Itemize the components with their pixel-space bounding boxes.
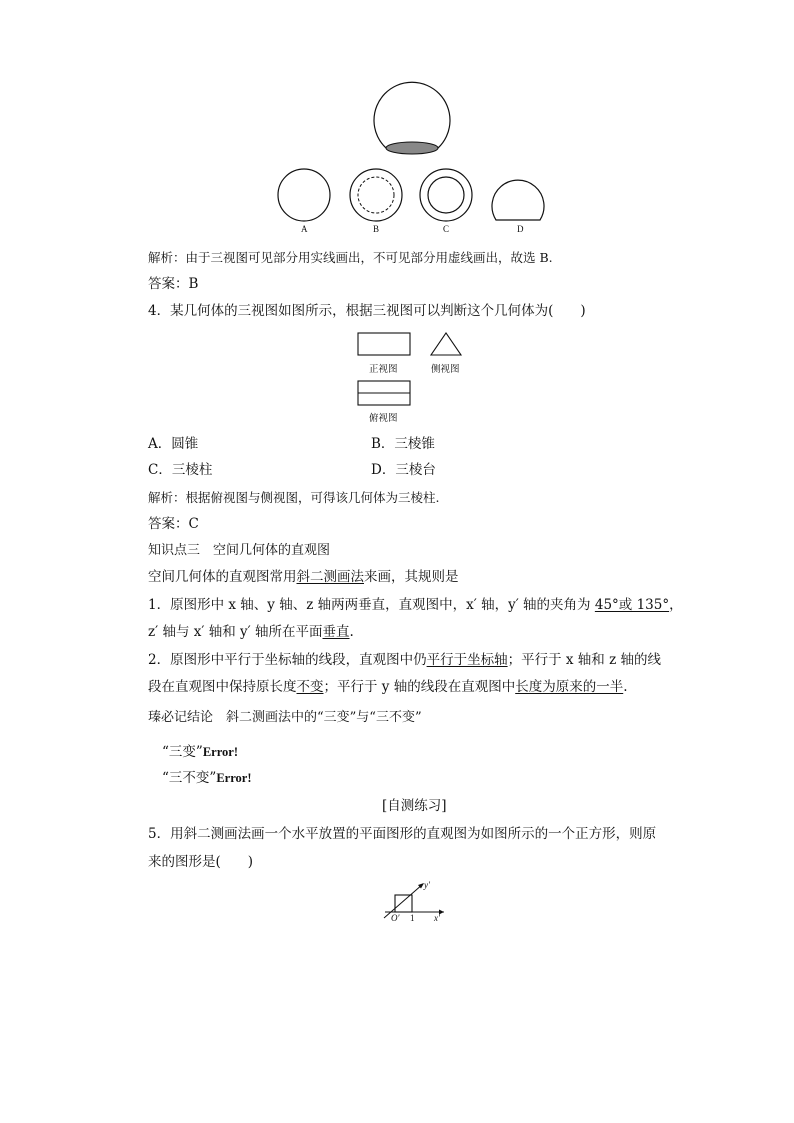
rule2-text-c: 段在直观图中保持原长度 bbox=[148, 679, 297, 695]
rule2-text-a: 2．原图形中平行于坐标轴的线段，直观图中仍 bbox=[148, 652, 427, 668]
fig-o-label: O′ bbox=[391, 913, 400, 923]
rule1-text-b: ， bbox=[669, 597, 683, 613]
practice-heading: [自测练习] bbox=[382, 798, 447, 814]
q4-answer: 答案：C bbox=[148, 516, 199, 532]
label-a: A bbox=[301, 224, 308, 234]
fig-x-label: x′ bbox=[434, 913, 440, 923]
three-keep-label: “三不变” bbox=[162, 770, 217, 786]
rule2-text-d: ；平行于 y 轴的线段在直观图中 bbox=[323, 679, 516, 695]
rule1-text-d: . bbox=[349, 624, 354, 640]
rule1-perpendicular: 垂直 bbox=[322, 624, 350, 640]
rule1-text-a: 1．原图形中 x 轴、y 轴、z 轴两两垂直，直观图中，x′ 轴，y′ 轴的夹角为 bbox=[148, 597, 595, 613]
rule2-text-b: ；平行于 x 轴和 z 轴的线 bbox=[507, 652, 661, 668]
rule2-parallel: 平行于坐标轴 bbox=[426, 652, 508, 668]
square-shape bbox=[395, 895, 412, 912]
q4-option-b: B．三棱锥 bbox=[371, 436, 435, 452]
kp3-memo: 瑧必记结论 斜二测画法中的“三变”与“三不变” bbox=[148, 710, 422, 725]
q3-analysis: 解析：由于三视图可见部分用实线画出，不可见部分用虚线画出，故选 B. bbox=[148, 250, 553, 265]
fig-y-label: y′ bbox=[424, 880, 430, 890]
side-view-caption: 侧视图 bbox=[431, 364, 460, 375]
q4-option-d: D．三棱台 bbox=[371, 462, 436, 478]
fig-one-label: 1 bbox=[410, 913, 415, 923]
front-view-caption: 正视图 bbox=[369, 364, 398, 375]
q4-question: 4．某几何体的三视图如图所示，根据三视图可以判断这个几何体为( ) bbox=[148, 303, 586, 319]
label-d: D bbox=[517, 224, 524, 234]
label-c: C bbox=[443, 224, 450, 234]
three-change-error: Error! bbox=[202, 745, 238, 759]
rule2-unchanged: 不变 bbox=[296, 679, 324, 695]
q4-option-a: A．圆锥 bbox=[148, 436, 199, 452]
rule1-angle: 45°或 135° bbox=[594, 597, 670, 613]
kp3-title: 知识点三 空间几何体的直观图 bbox=[148, 543, 331, 558]
three-change-label: “三变” bbox=[162, 744, 203, 760]
kp3-intro-post: 来画，其规则是 bbox=[364, 569, 459, 585]
kp3-intro-method: 斜二测画法 bbox=[296, 569, 364, 585]
label-b: B bbox=[373, 224, 380, 234]
q5-line1: 5．用斜二测画法画一个水平放置的平面图形的直观图为如图所示的一个正方形，则原 bbox=[148, 826, 657, 842]
rule1-text-c: z′ 轴与 x′ 轴和 y′ 轴所在平面 bbox=[148, 624, 323, 640]
rule2-text-e: . bbox=[623, 679, 628, 695]
kp3-intro-pre: 空间几何体的直观图常用 bbox=[148, 569, 297, 585]
q3-answer: 答案：B bbox=[148, 276, 199, 292]
y-axis bbox=[384, 884, 423, 918]
top-view-caption: 俯视图 bbox=[369, 413, 398, 424]
three-keep-error: Error! bbox=[216, 771, 252, 785]
rule2-half-length: 长度为原来的一半 bbox=[515, 679, 624, 695]
q5-line2: 来的图形是( ) bbox=[148, 854, 254, 870]
q4-option-c: C．三棱柱 bbox=[148, 462, 213, 478]
q4-analysis: 解析：根据俯视图与侧视图，可得该几何体为三棱柱. bbox=[148, 490, 440, 505]
